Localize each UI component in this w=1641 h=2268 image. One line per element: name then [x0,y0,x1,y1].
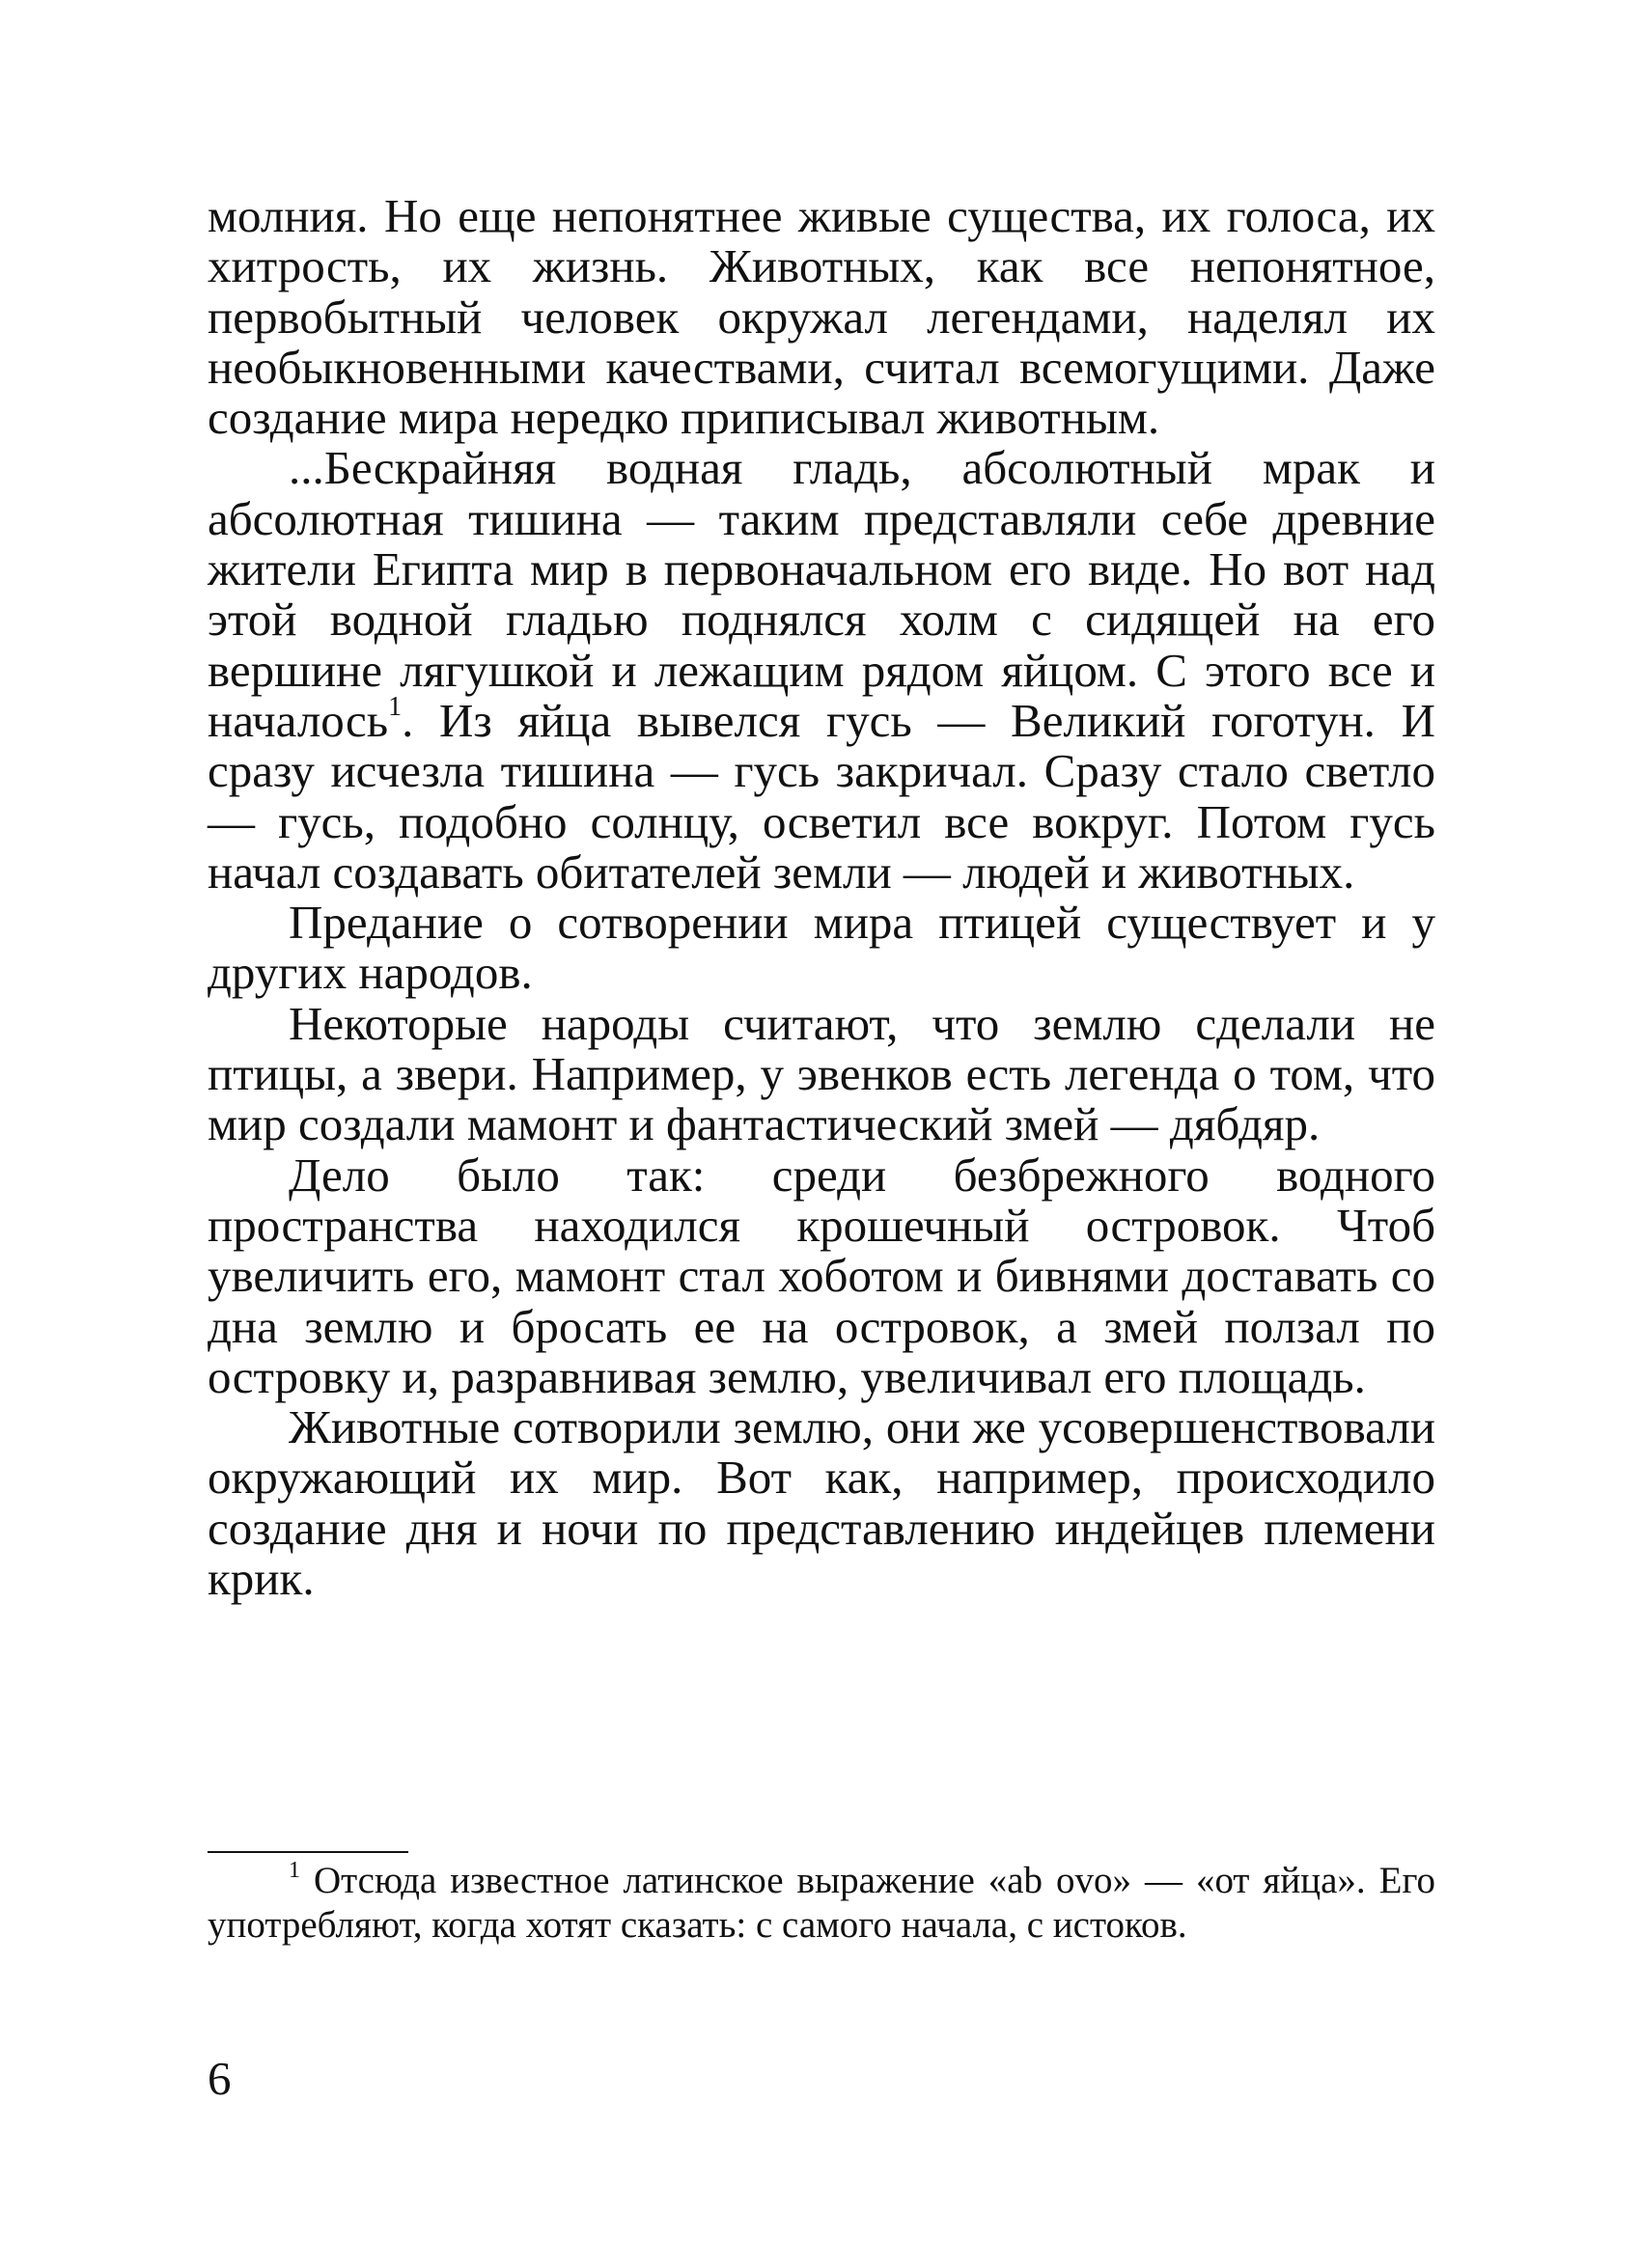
footnote-separator [208,1851,408,1853]
paragraph-5: Дело было так: среди безбрежного водного пространства находился крошечный островок. Чтоб увеличить его, мамонт стал хоботом и бивнями доставать со дна землю и бросать ее на островок, а змей ползал по островку и, разравнивая землю, увеличивал его площадь. [208,1148,1435,1403]
page-number: 6 [208,2052,232,2105]
paragraph-2-part-a: ...Бескрайняя водная гладь, абсолютный мрак и абсолютная тишина — таким представляли себе древние жители Египта мир в первоначальном его виде. Но вот над этой водной гладью поднялся холм с сидящей на его вершине лягушкой и лежащим рядом яйцом. С этого все и началось [208,441,1435,747]
paragraph-6: Животные сотворили землю, они же усовершенствовали окружающий их мир. Вот как, например, происходило создание дня и ночи по представлению индейцев племени крик. [208,1400,1435,1606]
footnote-reference: 1 [388,691,403,722]
footnote-text: Отсюда известное латинское выражение «ab ovo» — «от яйца». Его употребляют, когда хотят сказать: с самого начала, с истоков. [208,1860,1435,1946]
paragraph-4: Некоторые народы считают, что землю сделали не птицы, а звери. Например, у эвенков есть легенда о том, что мир создали мамонт и фантастический змей — дябдяр. [208,996,1435,1151]
footnote-1 [208,1859,1435,1948]
paragraph-2 [208,443,1435,898]
footnote-marker: 1 [289,1858,300,1883]
paragraph-1: молния. Но еще непонятнее живые существа, их голоса, их хитрость, их жизнь. Животных, как все непонятное, первобытный человек окружал легендами, наделял их необыкновенными качествами, считал всемогущими. Даже создание мира нередко приписывал животным. [208,189,1435,445]
paragraph-2-part-b: . Из яйца вывелся гусь — Великий гоготун. И сразу исчезла тишина — гусь закричал. Сразу стало светло — гусь, подобно солнцу, осветил все вокруг. Потом гусь начал создавать обитателей земли — людей и животных. [208,693,1435,899]
paragraph-3: Предание о сотворении мира птицей существует и у других народов. [208,896,1435,1000]
footnote-section [208,1859,1435,1948]
main-text [208,191,1435,1604]
